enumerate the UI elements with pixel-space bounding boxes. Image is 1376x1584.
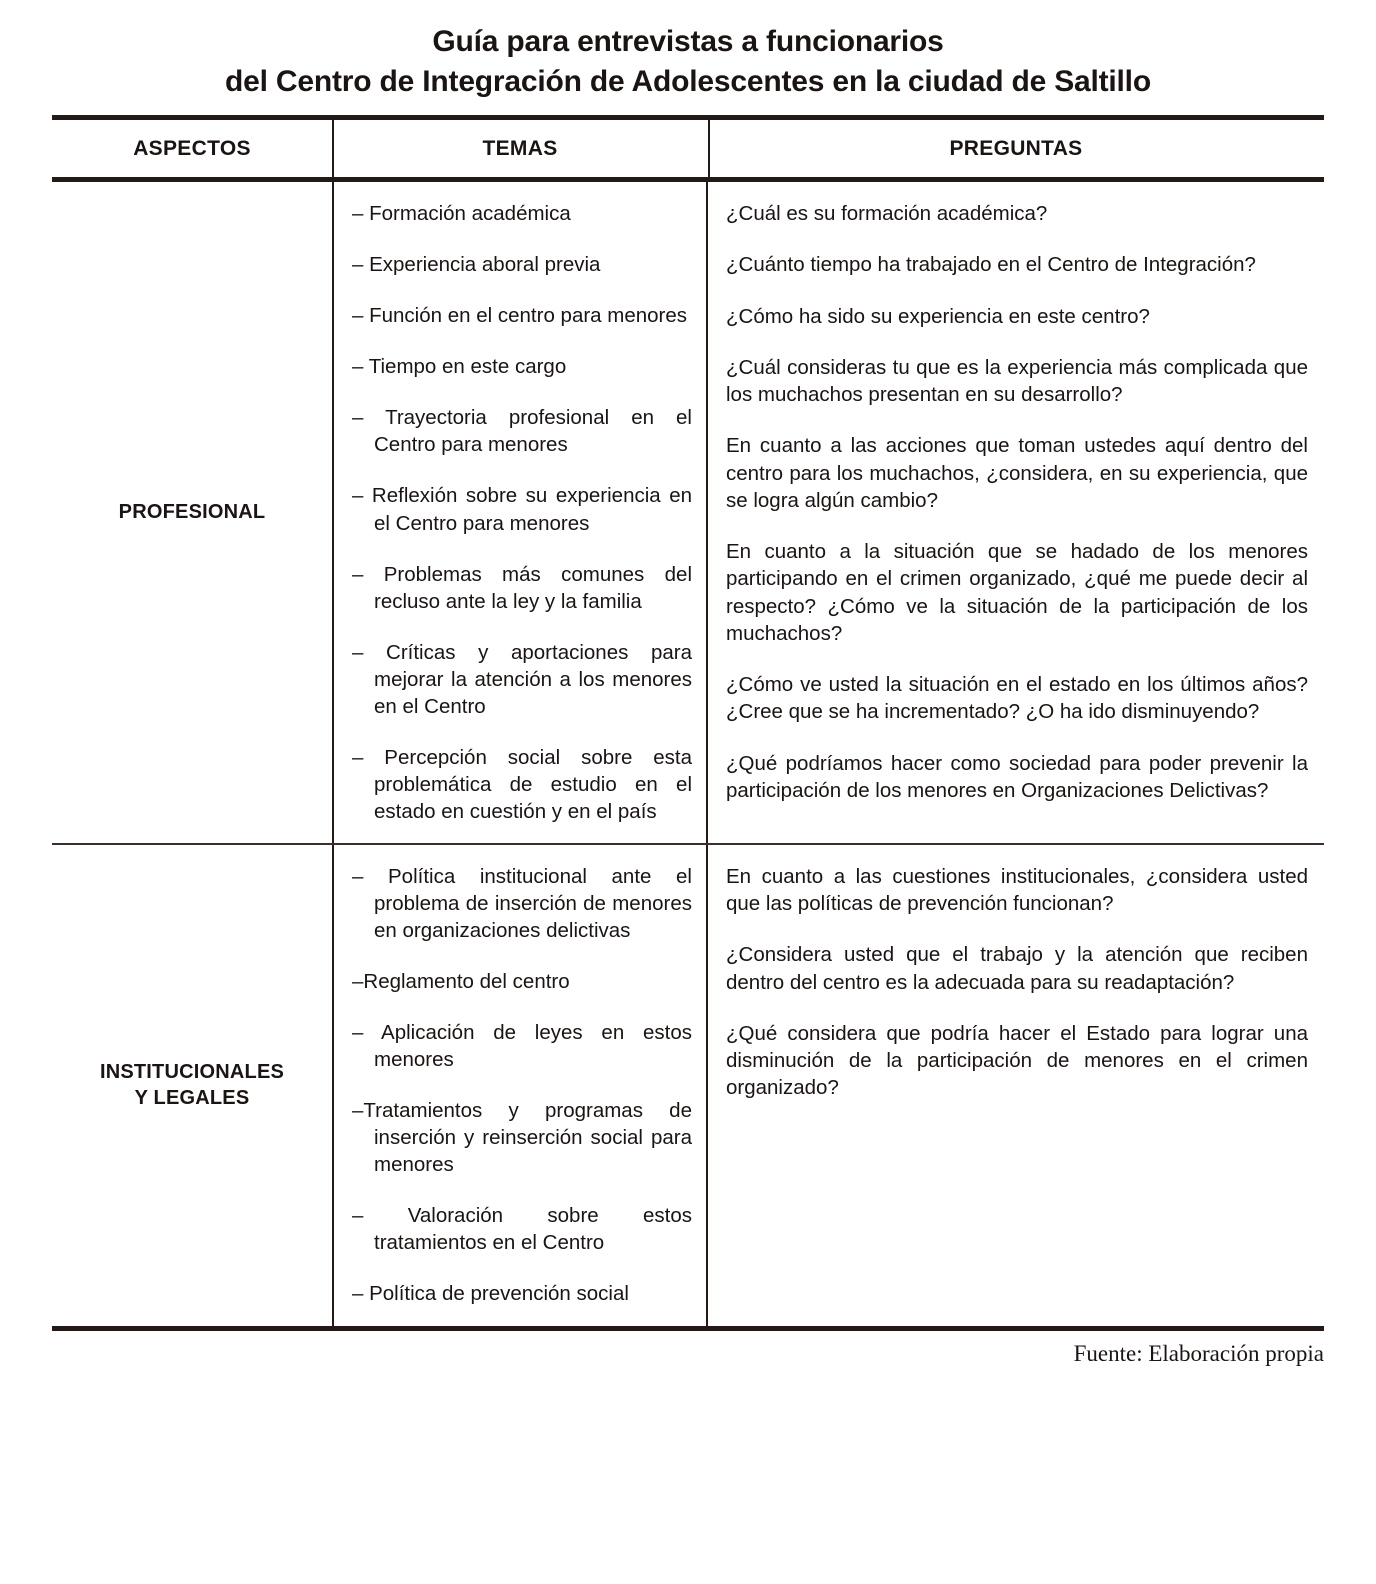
list-item: – Función en el centro para menores bbox=[352, 304, 688, 328]
temas-cell-profesional bbox=[332, 182, 708, 843]
list-item: ¿Qué considera que podría hacer el Estado para lograr una disminución de la participación de menores en el crimen organizado? bbox=[726, 1021, 1308, 1100]
table-header-row bbox=[52, 120, 1324, 177]
list-item: – Trayectoria profesional en el Centro para menores bbox=[352, 406, 692, 457]
temas-cell-institucionales bbox=[332, 845, 708, 1326]
document-title bbox=[0, 0, 1376, 101]
list-item: – Política institucional ante el problema de inserción de menores en organizaciones delictivas bbox=[352, 864, 692, 943]
list-item: – Tiempo en este cargo bbox=[352, 355, 567, 379]
list-item: – Aplicación de leyes en estos menores bbox=[352, 1021, 692, 1072]
table-bottom-border bbox=[52, 1326, 1324, 1331]
aspect-label-line-2: Y LEGALES bbox=[134, 1087, 250, 1110]
aspect-label: PROFESIONAL bbox=[118, 501, 266, 524]
aspect-label bbox=[100, 1059, 284, 1112]
list-item: En cuanto a las acciones que toman ustedes aquí dentro del centro para los muchachos, ¿considera, en su experiencia, que se logra algún cambio? bbox=[726, 434, 1308, 512]
interview-guide-table bbox=[52, 115, 1324, 1330]
column-header-temas: TEMAS bbox=[482, 137, 558, 161]
list-item: ¿Cuál consideras tu que es la experiencia más complicada que los muchachos presentan en su desarrollo? bbox=[726, 355, 1308, 407]
column-header-preguntas: PREGUNTAS bbox=[949, 137, 1083, 161]
column-header-aspectos: ASPECTOS bbox=[133, 137, 251, 161]
table-row bbox=[52, 182, 1324, 843]
list-item: ¿Considera usted que el trabajo y la atención que reciben dentro del centro es la adecuada para su readaptación? bbox=[726, 943, 1308, 994]
preguntas-cell-profesional bbox=[708, 182, 1324, 843]
list-item: –Tratamientos y programas de inserción y reinserción social para menores bbox=[352, 1099, 692, 1177]
list-item: – Política de prevención social bbox=[352, 1282, 629, 1306]
list-item: – Críticas y aportaciones para mejorar la atención a los menores en el Centro bbox=[352, 640, 692, 718]
header-divider-1 bbox=[332, 120, 334, 177]
list-item: – Reflexión sobre su experiencia en el Centro para menores bbox=[352, 484, 692, 535]
list-item: – Problemas más comunes del recluso ante la ley y la familia bbox=[352, 562, 692, 613]
list-item: – Percepción social sobre esta problemática de estudio en el estado en cuestión y en el país bbox=[352, 745, 692, 823]
list-item: En cuanto a las cuestiones institucionales, ¿considera usted que las políticas de prevención funcionan? bbox=[726, 864, 1308, 916]
list-item: ¿Cómo ha sido su experiencia en este centro? bbox=[726, 304, 1150, 328]
list-item: – Valoración sobre estos tratamientos en el Centro bbox=[352, 1204, 692, 1255]
list-item: –Reglamento del centro bbox=[352, 970, 570, 994]
list-item: En cuanto a la situación que se hadado de los menores participando en el crimen organizado, ¿qué me puede decir al respecto? ¿Cómo ve la situación de la participación de los muchachos? bbox=[726, 540, 1308, 645]
source-note: Fuente: Elaboración propia bbox=[1073, 1340, 1324, 1366]
list-item: – Experiencia aboral previa bbox=[352, 253, 601, 277]
aspect-cell-institucionales bbox=[52, 845, 332, 1326]
list-item: ¿Cómo ve usted la situación en el estado en los últimos años? ¿Cree que se ha incrementado? ¿O ha ido disminuyendo? bbox=[726, 673, 1308, 724]
list-item: – Formación académica bbox=[352, 202, 571, 226]
title-line-2: del Centro de Integración de Adolescentes en la ciudad de Saltillo bbox=[225, 64, 1151, 98]
aspect-label-line-1: INSTITUCIONALES bbox=[99, 1060, 285, 1083]
list-item: ¿Cuál es su formación académica? bbox=[726, 202, 1048, 226]
title-line-1: Guía para entrevistas a funcionarios bbox=[432, 25, 944, 58]
table-row bbox=[52, 845, 1324, 1326]
list-item: ¿Cuánto tiempo ha trabajado en el Centro de Integración? bbox=[726, 253, 1256, 277]
list-item: ¿Qué podríamos hacer como sociedad para poder prevenir la participación de los menores en Organizaciones Delictivas? bbox=[726, 751, 1308, 802]
preguntas-cell-institucionales bbox=[708, 845, 1324, 1326]
header-divider-2 bbox=[708, 120, 710, 177]
aspect-cell-profesional bbox=[52, 182, 332, 843]
